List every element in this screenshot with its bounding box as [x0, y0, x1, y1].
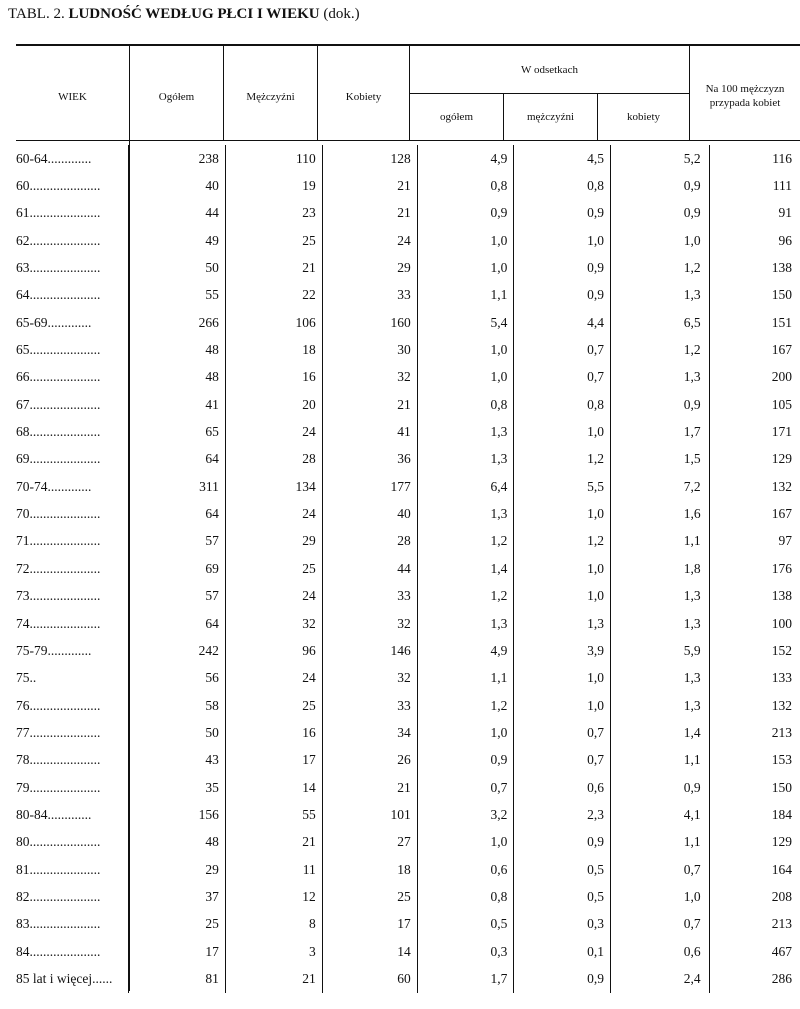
table-row [16, 500, 800, 527]
total-cell: 48 [129, 364, 226, 391]
table-row [16, 719, 800, 746]
age-cell: 73..................... [16, 588, 101, 604]
men-cell: 32 [225, 610, 322, 637]
total-cell: 48 [129, 829, 226, 856]
women-cell: 24 [322, 227, 417, 254]
men-cell: 134 [225, 473, 322, 500]
women-cell: 17 [322, 911, 417, 938]
ratio-cell: 167 [709, 336, 800, 363]
ratio-cell: 150 [709, 282, 800, 309]
men-cell: 16 [225, 364, 322, 391]
table-row [16, 418, 800, 445]
pct-men-cell: 4,5 [514, 145, 611, 172]
table-row [16, 911, 800, 938]
women-cell: 14 [322, 938, 417, 965]
header-w-odsetkach: W odsetkach [521, 64, 578, 76]
age-cell: 72..................... [16, 560, 101, 576]
age-cell: 83..................... [16, 916, 101, 932]
age-cell: 77..................... [16, 724, 101, 740]
men-cell: 24 [225, 583, 322, 610]
men-cell: 16 [225, 719, 322, 746]
total-cell: 50 [129, 719, 226, 746]
men-cell: 21 [225, 254, 322, 281]
ratio-cell: 151 [709, 309, 800, 336]
men-cell: 8 [225, 911, 322, 938]
table-row [16, 610, 800, 637]
total-cell: 238 [129, 145, 226, 172]
pct-women-cell: 0,6 [611, 938, 710, 965]
ratio-cell: 184 [709, 801, 800, 828]
pct-women-cell: 1,4 [611, 719, 710, 746]
women-cell: 41 [322, 418, 417, 445]
men-cell: 25 [225, 692, 322, 719]
pct-men-cell: 0,9 [514, 965, 611, 992]
men-cell: 21 [225, 829, 322, 856]
pct-women-cell: 1,2 [611, 336, 710, 363]
pct-men-cell: 1,0 [514, 692, 611, 719]
pct-women-cell: 1,3 [611, 364, 710, 391]
pct-men-cell: 3,9 [514, 637, 611, 664]
table-row [16, 473, 800, 500]
pct-total-cell: 0,8 [417, 172, 514, 199]
pct-total-cell: 5,4 [417, 309, 514, 336]
pct-women-cell: 1,3 [611, 665, 710, 692]
table-row [16, 747, 800, 774]
pct-women-cell: 4,1 [611, 801, 710, 828]
age-cell: 74..................... [16, 615, 101, 631]
women-cell: 30 [322, 336, 417, 363]
pct-men-cell: 0,6 [514, 774, 611, 801]
pct-men-cell: 0,9 [514, 282, 611, 309]
table-row [16, 391, 800, 418]
total-cell: 48 [129, 336, 226, 363]
pct-men-cell: 0,8 [514, 172, 611, 199]
pct-men-cell: 1,0 [514, 665, 611, 692]
total-cell: 242 [129, 637, 226, 664]
pct-total-cell: 1,0 [417, 336, 514, 363]
pct-total-cell: 1,3 [417, 610, 514, 637]
pct-women-cell: 7,2 [611, 473, 710, 500]
total-cell: 55 [129, 282, 226, 309]
pct-total-cell: 1,0 [417, 364, 514, 391]
total-cell: 65 [129, 418, 226, 445]
women-cell: 146 [322, 637, 417, 664]
women-cell: 44 [322, 555, 417, 582]
total-cell: 311 [129, 473, 226, 500]
women-cell: 32 [322, 610, 417, 637]
pct-men-cell: 0,7 [514, 336, 611, 363]
age-cell: 71..................... [16, 533, 101, 549]
age-cell: 65..................... [16, 342, 101, 358]
pct-total-cell: 1,1 [417, 665, 514, 692]
women-cell: 32 [322, 665, 417, 692]
header-na100-line1: Na 100 mężczyzn [705, 83, 785, 95]
age-cell: 78..................... [16, 752, 101, 768]
pct-total-cell: 1,1 [417, 282, 514, 309]
header-pct-ogolem: ogółem [440, 111, 473, 123]
header-bottom-rule [16, 140, 800, 141]
pct-men-cell: 0,9 [514, 200, 611, 227]
header-divider [409, 46, 410, 140]
pct-women-cell: 0,9 [611, 200, 710, 227]
total-cell: 156 [129, 801, 226, 828]
header-top-rule [16, 44, 800, 46]
age-cell: 60-64............. [16, 150, 92, 166]
ratio-cell: 138 [709, 583, 800, 610]
total-cell: 43 [129, 747, 226, 774]
ratio-cell: 213 [709, 911, 800, 938]
header-pct-mezczyzni: mężczyźni [526, 111, 575, 123]
women-cell: 27 [322, 829, 417, 856]
age-cell: 68..................... [16, 424, 101, 440]
table-row [16, 856, 800, 883]
table-row [16, 774, 800, 801]
women-cell: 25 [322, 883, 417, 910]
table-row [16, 637, 800, 664]
pct-women-cell: 1,1 [611, 528, 710, 555]
age-cell: 79..................... [16, 779, 101, 795]
pct-total-cell: 4,9 [417, 145, 514, 172]
pct-women-cell: 1,1 [611, 747, 710, 774]
age-cell: 61..................... [16, 205, 101, 221]
pct-women-cell: 6,5 [611, 309, 710, 336]
table-row [16, 829, 800, 856]
women-cell: 33 [322, 583, 417, 610]
pct-men-cell: 0,3 [514, 911, 611, 938]
pct-women-cell: 0,9 [611, 391, 710, 418]
ratio-cell: 133 [709, 665, 800, 692]
ratio-cell: 91 [709, 200, 800, 227]
pct-women-cell: 1,3 [611, 610, 710, 637]
pct-men-cell: 1,2 [514, 528, 611, 555]
age-cell: 64..................... [16, 287, 101, 303]
pct-total-cell: 6,4 [417, 473, 514, 500]
men-cell: 19 [225, 172, 322, 199]
pct-total-cell: 1,4 [417, 555, 514, 582]
total-cell: 56 [129, 665, 226, 692]
table-row [16, 938, 800, 965]
ratio-cell: 176 [709, 555, 800, 582]
ratio-cell: 129 [709, 446, 800, 473]
women-cell: 101 [322, 801, 417, 828]
ratio-cell: 152 [709, 637, 800, 664]
pct-women-cell: 1,6 [611, 500, 710, 527]
men-cell: 20 [225, 391, 322, 418]
ratio-cell: 208 [709, 883, 800, 910]
table-row [16, 282, 800, 309]
ratio-cell: 467 [709, 938, 800, 965]
pct-total-cell: 1,0 [417, 227, 514, 254]
ratio-cell: 153 [709, 747, 800, 774]
pct-men-cell: 1,0 [514, 500, 611, 527]
pct-women-cell: 1,0 [611, 883, 710, 910]
women-cell: 26 [322, 747, 417, 774]
ratio-cell: 132 [709, 692, 800, 719]
header-pct-kobiety: kobiety [627, 111, 660, 123]
header-kobiety: Kobiety [345, 91, 382, 103]
ratio-cell: 132 [709, 473, 800, 500]
table-row [16, 145, 800, 172]
table-row [16, 309, 800, 336]
pct-total-cell: 1,3 [417, 446, 514, 473]
table-row [16, 364, 800, 391]
table-row [16, 555, 800, 582]
men-cell: 22 [225, 282, 322, 309]
pct-men-cell: 1,0 [514, 227, 611, 254]
pct-men-cell: 5,5 [514, 473, 611, 500]
men-cell: 28 [225, 446, 322, 473]
pct-women-cell: 1,1 [611, 829, 710, 856]
pct-women-cell: 1,3 [611, 282, 710, 309]
total-cell: 58 [129, 692, 226, 719]
age-cell: 80..................... [16, 834, 101, 850]
pct-women-cell: 5,9 [611, 637, 710, 664]
men-cell: 23 [225, 200, 322, 227]
ratio-cell: 116 [709, 145, 800, 172]
women-cell: 160 [322, 309, 417, 336]
pct-men-cell: 1,0 [514, 583, 611, 610]
pct-women-cell: 1,3 [611, 692, 710, 719]
ratio-cell: 150 [709, 774, 800, 801]
age-cell: 81..................... [16, 861, 101, 877]
age-cell: 76..................... [16, 697, 101, 713]
pct-men-cell: 1,0 [514, 418, 611, 445]
table-row [16, 446, 800, 473]
ratio-cell: 100 [709, 610, 800, 637]
pct-women-cell: 5,2 [611, 145, 710, 172]
pct-total-cell: 1,0 [417, 254, 514, 281]
pct-men-cell: 1,3 [514, 610, 611, 637]
table-row [16, 883, 800, 910]
pct-total-cell: 0,8 [417, 883, 514, 910]
pct-total-cell: 0,9 [417, 747, 514, 774]
table-row [16, 801, 800, 828]
table-row [16, 528, 800, 555]
pct-men-cell: 0,1 [514, 938, 611, 965]
men-cell: 29 [225, 528, 322, 555]
pct-total-cell: 1,2 [417, 692, 514, 719]
total-cell: 49 [129, 227, 226, 254]
total-cell: 69 [129, 555, 226, 582]
age-cell: 70-74............. [16, 478, 92, 494]
pct-total-cell: 1,0 [417, 719, 514, 746]
pct-women-cell: 1,0 [611, 227, 710, 254]
ratio-cell: 164 [709, 856, 800, 883]
age-cell: 80-84............. [16, 806, 92, 822]
women-cell: 28 [322, 528, 417, 555]
ratio-cell: 286 [709, 965, 800, 992]
header-mid-rule [410, 93, 689, 94]
ratio-cell: 171 [709, 418, 800, 445]
pct-women-cell: 1,2 [611, 254, 710, 281]
men-cell: 14 [225, 774, 322, 801]
table-row [16, 692, 800, 719]
table-title: TABL. 2. LUDNOŚĆ WEDŁUG PŁCI I WIEKU (dok.) [8, 6, 360, 22]
population-table [16, 145, 800, 993]
ratio-cell: 96 [709, 227, 800, 254]
ratio-cell: 167 [709, 500, 800, 527]
age-cell: 84..................... [16, 943, 101, 959]
pct-total-cell: 1,3 [417, 500, 514, 527]
pct-women-cell: 0,9 [611, 774, 710, 801]
women-cell: 21 [322, 774, 417, 801]
pct-total-cell: 4,9 [417, 637, 514, 664]
age-cell: 75.. [16, 670, 37, 686]
age-cell: 69..................... [16, 451, 101, 467]
women-cell: 40 [322, 500, 417, 527]
pct-total-cell: 1,2 [417, 528, 514, 555]
total-cell: 57 [129, 583, 226, 610]
pct-men-cell: 0,7 [514, 364, 611, 391]
table-row [16, 665, 800, 692]
men-cell: 21 [225, 965, 322, 992]
pct-women-cell: 1,8 [611, 555, 710, 582]
total-cell: 64 [129, 446, 226, 473]
women-cell: 29 [322, 254, 417, 281]
pct-total-cell: 0,6 [417, 856, 514, 883]
pct-total-cell: 1,7 [417, 965, 514, 992]
total-cell: 81 [129, 965, 226, 992]
men-cell: 55 [225, 801, 322, 828]
age-cell: 65-69............. [16, 314, 92, 330]
men-cell: 25 [225, 227, 322, 254]
age-cell: 66..................... [16, 369, 101, 385]
table-row [16, 172, 800, 199]
pct-women-cell: 0,9 [611, 172, 710, 199]
age-cell: 75-79............. [16, 642, 92, 658]
women-cell: 21 [322, 172, 417, 199]
men-cell: 24 [225, 418, 322, 445]
table-row [16, 254, 800, 281]
pct-men-cell: 1,2 [514, 446, 611, 473]
men-cell: 11 [225, 856, 322, 883]
header-na100 [690, 82, 800, 110]
women-cell: 177 [322, 473, 417, 500]
total-cell: 17 [129, 938, 226, 965]
women-cell: 34 [322, 719, 417, 746]
women-cell: 21 [322, 200, 417, 227]
total-cell: 57 [129, 528, 226, 555]
ratio-cell: 213 [709, 719, 800, 746]
table-row [16, 200, 800, 227]
men-cell: 18 [225, 336, 322, 363]
table-row [16, 336, 800, 363]
men-cell: 3 [225, 938, 322, 965]
ratio-cell: 138 [709, 254, 800, 281]
pct-women-cell: 2,4 [611, 965, 710, 992]
total-cell: 41 [129, 391, 226, 418]
table-row [16, 227, 800, 254]
ratio-cell: 105 [709, 391, 800, 418]
pct-total-cell: 1,3 [417, 418, 514, 445]
table-row [16, 583, 800, 610]
pct-men-cell: 1,0 [514, 555, 611, 582]
age-cell: 67..................... [16, 396, 101, 412]
header-ogolem: Ogółem [158, 91, 195, 103]
header-mezczyzni: Mężczyźni [246, 91, 295, 103]
total-cell: 35 [129, 774, 226, 801]
table-row [16, 965, 800, 992]
ratio-cell: 200 [709, 364, 800, 391]
pct-men-cell: 0,9 [514, 829, 611, 856]
pct-total-cell: 0,8 [417, 391, 514, 418]
pct-men-cell: 0,7 [514, 719, 611, 746]
total-cell: 266 [129, 309, 226, 336]
pct-men-cell: 0,8 [514, 391, 611, 418]
pct-total-cell: 3,2 [417, 801, 514, 828]
total-cell: 37 [129, 883, 226, 910]
pct-women-cell: 1,3 [611, 583, 710, 610]
women-cell: 32 [322, 364, 417, 391]
pct-women-cell: 1,5 [611, 446, 710, 473]
age-cell: 62..................... [16, 232, 101, 248]
pct-men-cell: 2,3 [514, 801, 611, 828]
men-cell: 25 [225, 555, 322, 582]
men-cell: 96 [225, 637, 322, 664]
pct-women-cell: 0,7 [611, 911, 710, 938]
total-cell: 25 [129, 911, 226, 938]
men-cell: 12 [225, 883, 322, 910]
pct-men-cell: 0,7 [514, 747, 611, 774]
age-cell: 70..................... [16, 506, 101, 522]
age-cell: 60..................... [16, 178, 101, 194]
pct-men-cell: 0,9 [514, 254, 611, 281]
total-cell: 29 [129, 856, 226, 883]
women-cell: 33 [322, 692, 417, 719]
pct-total-cell: 0,9 [417, 200, 514, 227]
ratio-cell: 111 [709, 172, 800, 199]
total-cell: 44 [129, 200, 226, 227]
pct-women-cell: 1,7 [611, 418, 710, 445]
total-cell: 50 [129, 254, 226, 281]
men-cell: 110 [225, 145, 322, 172]
age-cell: 63..................... [16, 260, 101, 276]
men-cell: 24 [225, 500, 322, 527]
age-cell: 82..................... [16, 888, 101, 904]
header-wiek: WIEK [58, 91, 87, 103]
pct-women-cell: 0,7 [611, 856, 710, 883]
men-cell: 106 [225, 309, 322, 336]
men-cell: 17 [225, 747, 322, 774]
women-cell: 128 [322, 145, 417, 172]
total-cell: 64 [129, 610, 226, 637]
pct-total-cell: 0,5 [417, 911, 514, 938]
pct-total-cell: 0,3 [417, 938, 514, 965]
ratio-cell: 97 [709, 528, 800, 555]
total-cell: 40 [129, 172, 226, 199]
women-cell: 36 [322, 446, 417, 473]
pct-total-cell: 0,7 [417, 774, 514, 801]
ratio-cell: 129 [709, 829, 800, 856]
pct-men-cell: 4,4 [514, 309, 611, 336]
pct-men-cell: 0,5 [514, 883, 611, 910]
header-na100-line2: przypada kobiet [709, 97, 781, 109]
age-cell: 85 lat i więcej...... [16, 970, 113, 986]
women-cell: 21 [322, 391, 417, 418]
women-cell: 33 [322, 282, 417, 309]
pct-men-cell: 0,5 [514, 856, 611, 883]
pct-total-cell: 1,2 [417, 583, 514, 610]
women-cell: 18 [322, 856, 417, 883]
women-cell: 60 [322, 965, 417, 992]
total-cell: 64 [129, 500, 226, 527]
pct-total-cell: 1,0 [417, 829, 514, 856]
men-cell: 24 [225, 665, 322, 692]
